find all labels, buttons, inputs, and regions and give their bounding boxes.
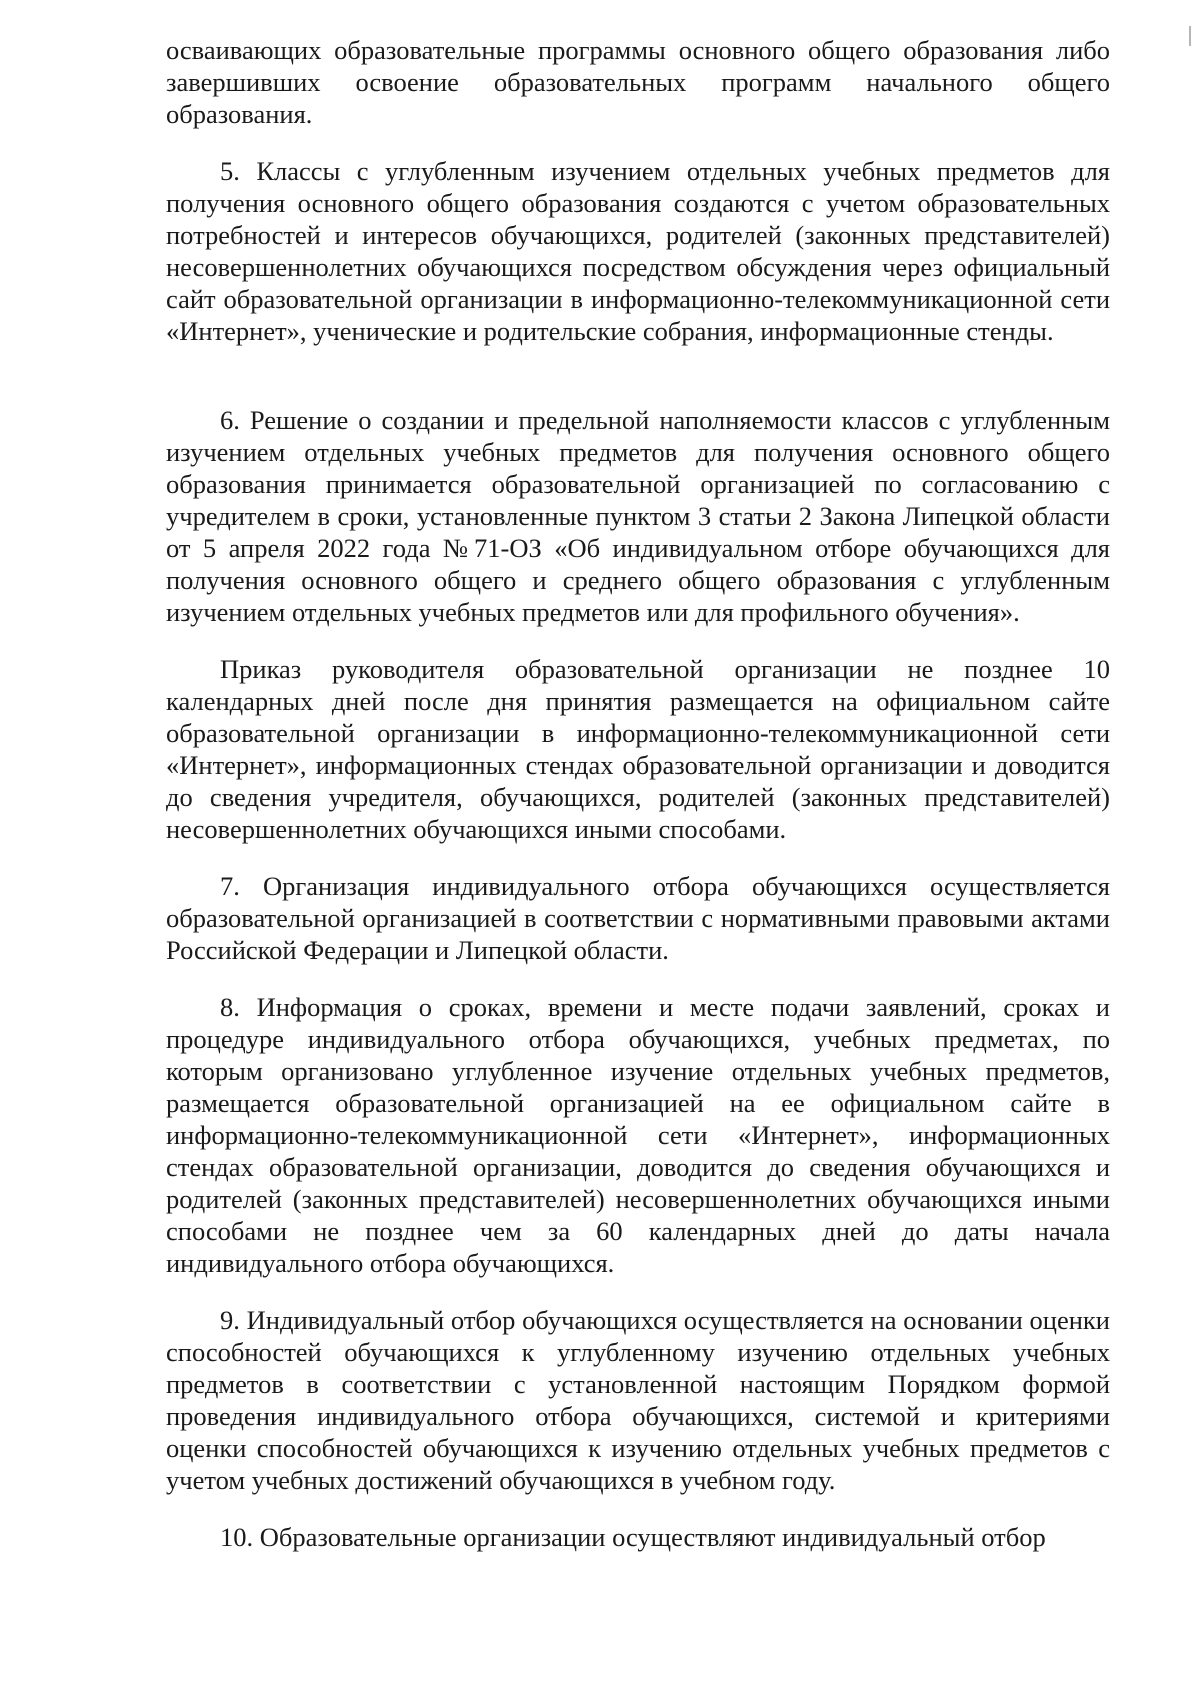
paragraph-item-6: 6. Решение о создании и предельной наполняемости классов с углубленным изучением отдельных учебных предметов для получения основного общего образования принимается образовательной организацией по согласованию с учредителем в сроки, установленные пунктом 3 статьи 2 Закона Липецкой области от 5 апреля 2022 года №71-ОЗ «Об индивидуальном отборе обучающихся для получения основного общего и среднего общего образования с углубленным изучением отдельных учебных предметов или для профильного обучения». <box>166 405 1110 627</box>
paragraph-item-10: 10. Образовательные организации осуществляют индивидуальный отбор <box>220 1522 1046 1552</box>
paragraph-item-9: 9. Индивидуальный отбор обучающихся осуществляется на основании оценки способностей обучающихся к углубленному изучению отдельных учебных предметов в соответствии с установленной настоящим Порядком формой проведения индивидуального отбора обучающихся, системой и критериями оценки способностей обучающихся к изучению отдельных учебных предметов с учетом учебных достижений обучающихся в учебном году. <box>166 1305 1110 1495</box>
paragraph-item-8: 8. Информация о сроках, времени и месте подачи заявлений, сроках и процедуре индивидуального отбора обучающихся, учебных предметах, по которым организовано углубленное изучение отдельных учебных предметов, размещается образовательной организацией на ее официальном сайте в информационно-телекоммуникационной сети «Интернет», информационных стендах образовательной организации, доводится до сведения обучающихся и родителей (законных представителей) несовершеннолетних обучающихся иными способами не позднее чем за 60 календарных дней до даты начала индивидуального отбора обучающихся. <box>166 992 1110 1278</box>
document-body <box>166 34 1110 1553</box>
paragraph-item-5: 5. Классы с углубленным изучением отдельных учебных предметов для получения основного общего образования создаются с учетом образовательных потребностей и интересов обучающихся, родителей (законных представителей) несовершеннолетних обучающихся посредством обсуждения через официальный сайт образовательной организации в информационно-телекоммуникационной сети «Интернет», ученические и родительские собрания, информационные стенды. <box>166 156 1110 346</box>
paragraph-continuation: осваивающих образовательные программы основного общего образования либо завершивших освоение образовательных программ начального общего образования. <box>166 35 1110 129</box>
scan-edge-mark <box>1189 26 1191 46</box>
paragraph-item-7: 7. Организация индивидуального отбора обучающихся осуществляется образовательной организацией в соответствии с нормативными правовыми актами Российской Федерации и Липецкой области. <box>166 871 1110 965</box>
paragraph-order-publication: Приказ руководителя образовательной организации не позднее 10 календарных дней после дня принятия размещается на официальном сайте образовательной организации в информационно-телекоммуникационной сети «Интернет», информационных стендах образовательной организации и доводится до сведения учредителя, обучающихся, родителей (законных представителей) несовершеннолетних обучающихся иными способами. <box>166 654 1110 844</box>
